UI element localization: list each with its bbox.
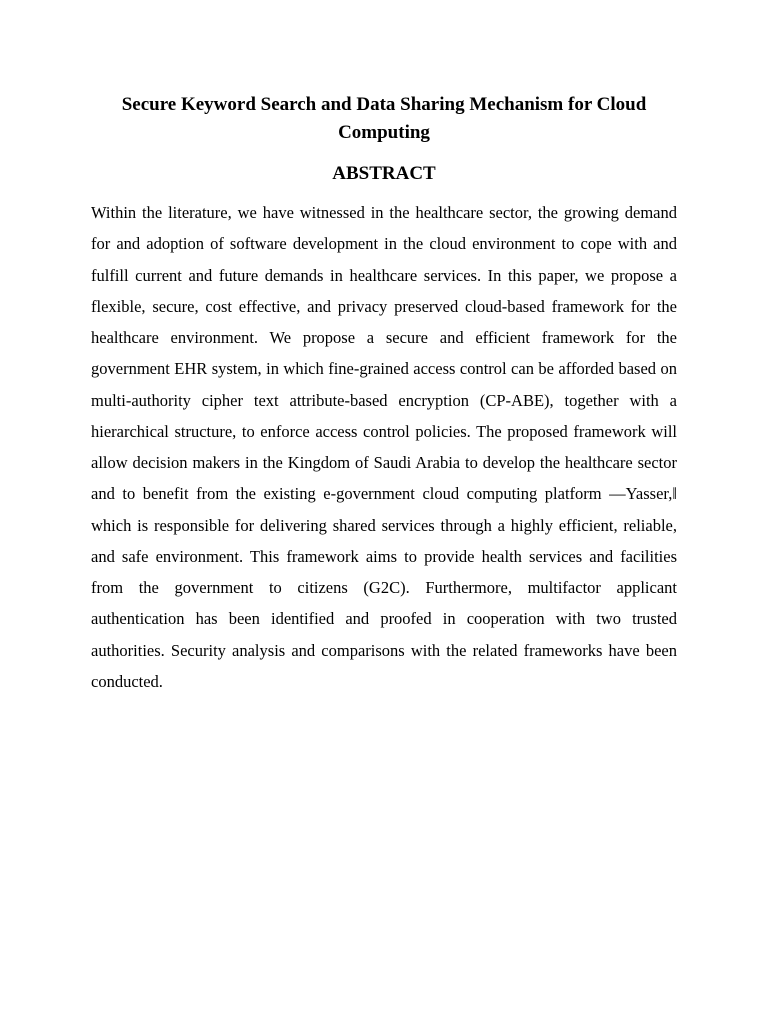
abstract-paragraph: Within the literature, we have witnessed in the healthcare sector, the growing demand for and adoption of software development in the cloud environment to cope with and fulfill current and future demands in healthcare services. In this paper, we propose a flexible, secure, cost effective, and privacy preserved cloud-based framework for the healthcare environment. We propose a secure and efficient framework for the government EHR system, in which fine-grained access control can be afforded based on multi-authority cipher text attribute-based encryption (CP-ABE), together with a hierarchical structure, to enforce access control policies. The proposed framework will allow decision makers in the Kingdom of Saudi Arabia to develop the healthcare sector and to benefit from the existing e-government cloud computing platform —Yasser,‖ which is responsible for delivering shared services through a highly efficient, reliable, and safe environment. This framework aims to provide health services and facilities from the government to citizens (G2C). Furthermore, multifactor applicant authentication has been identified and proofed in cooperation with two trusted authorities. Security analysis and comparisons with the related frameworks have been conducted.	[91, 203, 677, 691]
document-title: Secure Keyword Search and Data Sharing Mechanism for Cloud Computing	[121, 94, 647, 143]
abstract-heading: ABSTRACT	[332, 163, 436, 184]
